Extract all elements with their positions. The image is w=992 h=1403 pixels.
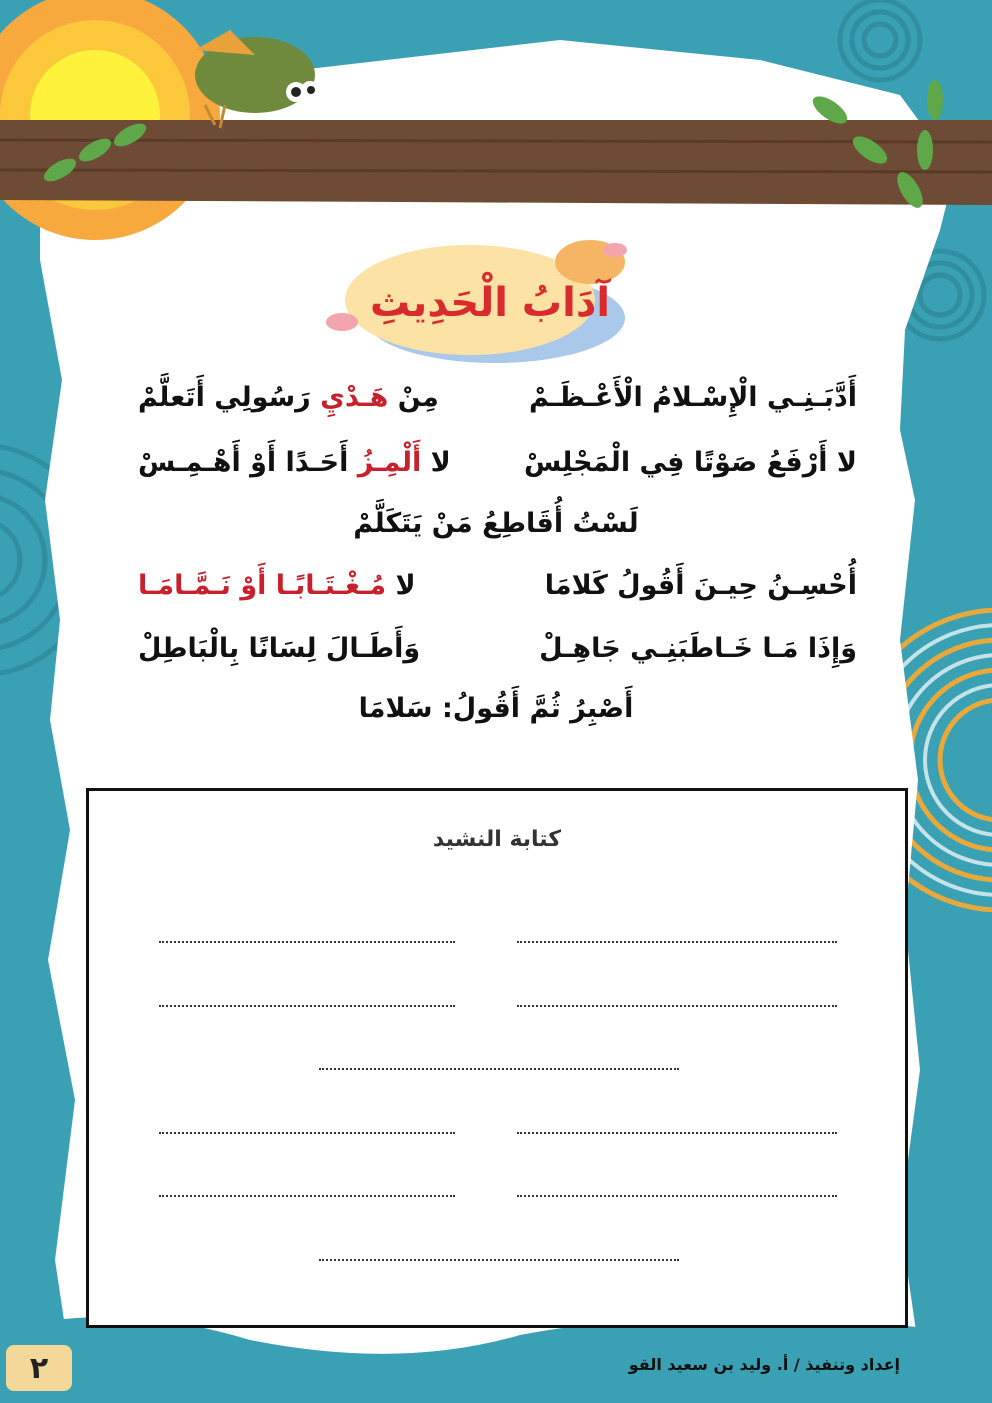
- writing-line[interactable]: [319, 1068, 679, 1070]
- writing-line[interactable]: [159, 1005, 455, 1007]
- author-credit: إعداد وتنفيذ / أ. وليد بن سعيد القو: [628, 1355, 900, 1374]
- poem-line-1-right: أَدَّبَـنِـي الْإِسْـلامُ الْأَعْـظَـمْ: [528, 382, 857, 413]
- highlight-word: أَلْمِـزُ: [357, 447, 422, 478]
- poem-line-5-left: وَأَطَـالَ لِسَانًا بِالْبَاطِلْ: [138, 633, 421, 664]
- poem-line-4-right: أُحْسِـنُ حِيـنَ أَقُولُ كَلامَا: [544, 570, 857, 601]
- writing-line[interactable]: [159, 941, 455, 943]
- poem-line-5-right: وَإِذَا مَـا خَـاطَبَنِـي جَاهِـلْ: [539, 633, 857, 664]
- page-number: ٢: [6, 1345, 72, 1391]
- poem-line-6-center: أَصْبِرُ ثُمَّ أَقُولُ: سَلامَا: [358, 693, 634, 724]
- poem-line-4-left: لا مُـغْـتَـابًـا أَوْ نَـمَّـامَـا: [138, 570, 416, 601]
- poem-line-1-left: مِنْ هَـدْيِ رَسُولِي أَتَعلَّمْ: [138, 382, 439, 413]
- writing-line[interactable]: [319, 1259, 679, 1261]
- writing-line[interactable]: [517, 1132, 837, 1134]
- poem-line-3-center: لَسْتُ أُقَاطِعُ مَنْ يَتَكَلَّمْ: [353, 508, 639, 539]
- highlight-word: هَـدْيِ: [320, 382, 389, 413]
- writing-box-title: كتابة النشيد: [432, 827, 562, 852]
- writing-line[interactable]: [159, 1195, 455, 1197]
- writing-line[interactable]: [159, 1132, 455, 1134]
- writing-line[interactable]: [517, 1195, 837, 1197]
- writing-line[interactable]: [517, 941, 837, 943]
- poem-line-2-left: لا أَلْمِـزُ أَحَـدًا أَوْ أَهْـمِـسْ: [138, 447, 451, 478]
- poem-line-2-right: لا أَرْفَعُ صَوْتًا فِي الْمَجْلِسْ: [523, 447, 857, 478]
- writing-box: [86, 788, 908, 1328]
- page-title: آدَابُ الْحَدِيثِ: [369, 280, 611, 326]
- highlight-word: مُـغْـتَـابًـا أَوْ نَـمَّـامَـا: [138, 570, 387, 601]
- writing-line[interactable]: [517, 1005, 837, 1007]
